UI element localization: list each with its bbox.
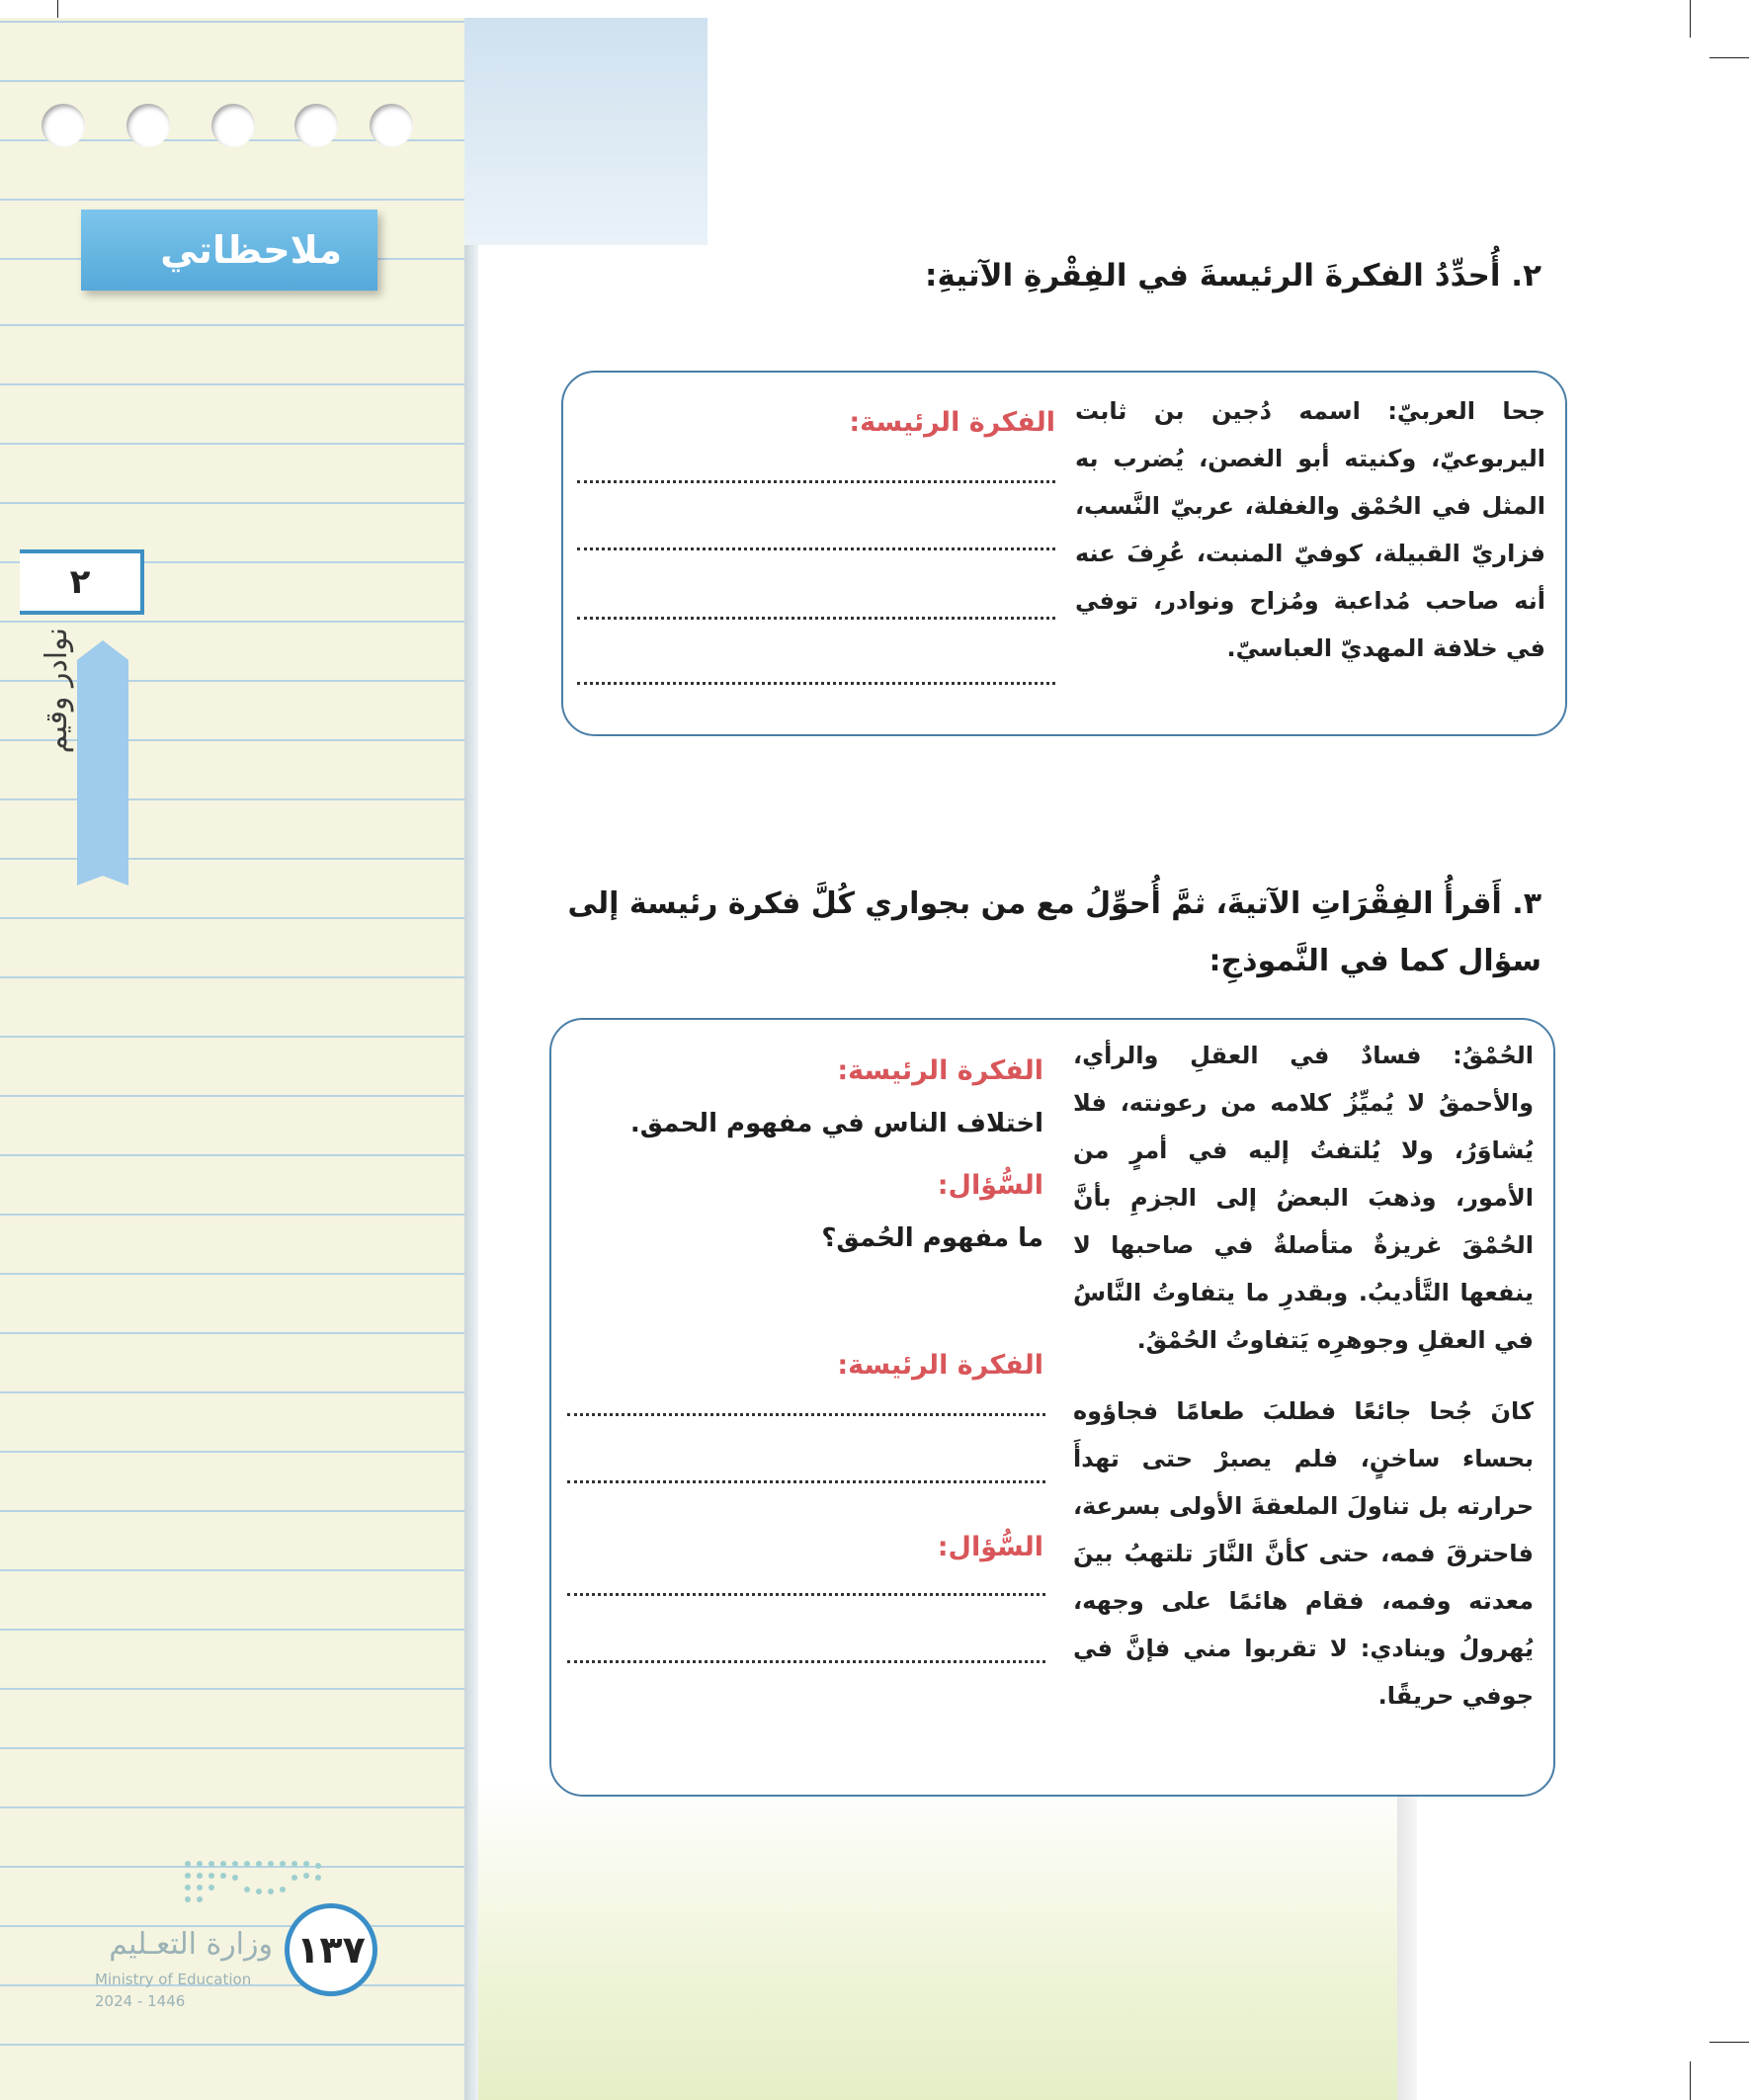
example-main-idea-label: الفكرة الرئيسة:	[837, 1055, 1043, 1086]
example-main-idea: اختلاف الناس في مفهوم الحمق.	[629, 1109, 1043, 1138]
task-main-idea-label: الفكرة الرئيسة:	[837, 1350, 1043, 1381]
main-idea-label: الفكرة الرئيسة:	[849, 407, 1055, 438]
ministry-name-en: Ministry of Education	[95, 1971, 252, 1988]
unit-number-tab: ٢	[20, 549, 144, 615]
answer-line[interactable]	[577, 480, 1055, 483]
binder-hole	[370, 104, 413, 147]
question-2-paragraph: جحا العربيّ: اسمه دُجين بن ثابت اليربوعيّ، وكنيته أبو الغصن، يُضرب به المثل في الحُمْق والغفلة، عربيّ النَّسب، فزاريّ القبيلة، كوفيّ المنبت، عُرِفَ عنه أنه صاحب مُداعبة ومُزاح ونوادر، توفي في خلافة المهديّ العباسيّ.	[1075, 397, 1545, 662]
task-question-label: السُّؤال:	[937, 1532, 1043, 1562]
sidebar-edge	[464, 18, 478, 2100]
answer-line[interactable]	[577, 547, 1055, 550]
example-question: ما مفهوم الحُمق؟	[821, 1223, 1043, 1253]
answer-line[interactable]	[567, 1660, 1045, 1663]
answer-line[interactable]	[567, 1593, 1045, 1596]
decorative-bottom-band	[478, 1779, 1397, 2100]
notes-sidebar	[0, 18, 464, 2100]
binder-hole	[126, 104, 170, 147]
crop-mark	[1709, 2042, 1749, 2043]
decorative-top-patch	[464, 18, 708, 245]
binder-hole	[211, 104, 255, 147]
page-number: ١٣٧	[285, 1903, 377, 1996]
answer-line[interactable]	[567, 1480, 1045, 1483]
crop-mark	[1690, 2061, 1691, 2100]
ministry-logo-icon	[178, 1856, 346, 1905]
question-3-heading: ٣. أَقرأُ الفِقْرَاتِ الآتيةَ، ثمَّ أُحوِّلُ مع من بجواري كُلَّ فكرة رئيسة إلى سؤال كما في النَّموذجِ:	[567, 886, 1541, 978]
question-3-paragraph-2: كانَ جُحا جائعًا فطلبَ طعامًا فجاؤوه بحساء ساخنٍ، فلم يصبرْ حتى تهدأَ حرارته بل تناولَ الملعقةَ الأولى بسرعة، فاحترقَ فمه، حتى كأنَّ النَّارَ تلتهبُ بينَ معدته وفمه، فقام هائمًا على وجهه، يُهرولُ وينادي: لا تقربوا مني فإنَّ في جوفي حريقًا.	[1073, 1397, 1534, 1710]
notes-banner: ملاحظاتي	[81, 210, 377, 291]
ministry-name-ar: وزارة التعـليم	[109, 1927, 273, 1962]
answer-line[interactable]	[567, 1413, 1045, 1416]
unit-title-ribbon	[77, 640, 128, 885]
example-question-label: السُّؤال:	[937, 1170, 1043, 1201]
unit-title: نوادر وقيم	[40, 628, 74, 754]
question-3-paragraph-1: الحُمْقُ: فسادٌ في العقلِ والرأي، والأحمقُ لا يُميِّزُ كلامه من رعونته، فلا يُشاوَرُ، ولا يُلتفتُ إليه في أمرٍ من الأمور، وذهبَ البعضُ إلى الجزمِ بأنَّ الحُمْقَ غريزةٌ متأصلةٌ في صاحبها لا ينفعها التَّأديبُ. وبقدرِ ما يتفاوتُ النَّاسُ في العقلِ وجوهرِه يَتفاوتُ الحُمْقُ.	[1073, 1042, 1534, 1354]
binder-hole	[294, 104, 338, 147]
ministry-year: 2024 - 1446	[95, 1992, 186, 2010]
crop-mark	[1690, 0, 1691, 38]
crop-mark	[1709, 57, 1749, 58]
answer-line[interactable]	[577, 682, 1055, 685]
binder-hole	[42, 104, 85, 147]
answer-line[interactable]	[577, 617, 1055, 620]
question-2-heading: ٢. أُحدِّدُ الفكرةَ الرئيسةَ في الفِقْرةِ الآتيةِ:	[925, 258, 1541, 294]
